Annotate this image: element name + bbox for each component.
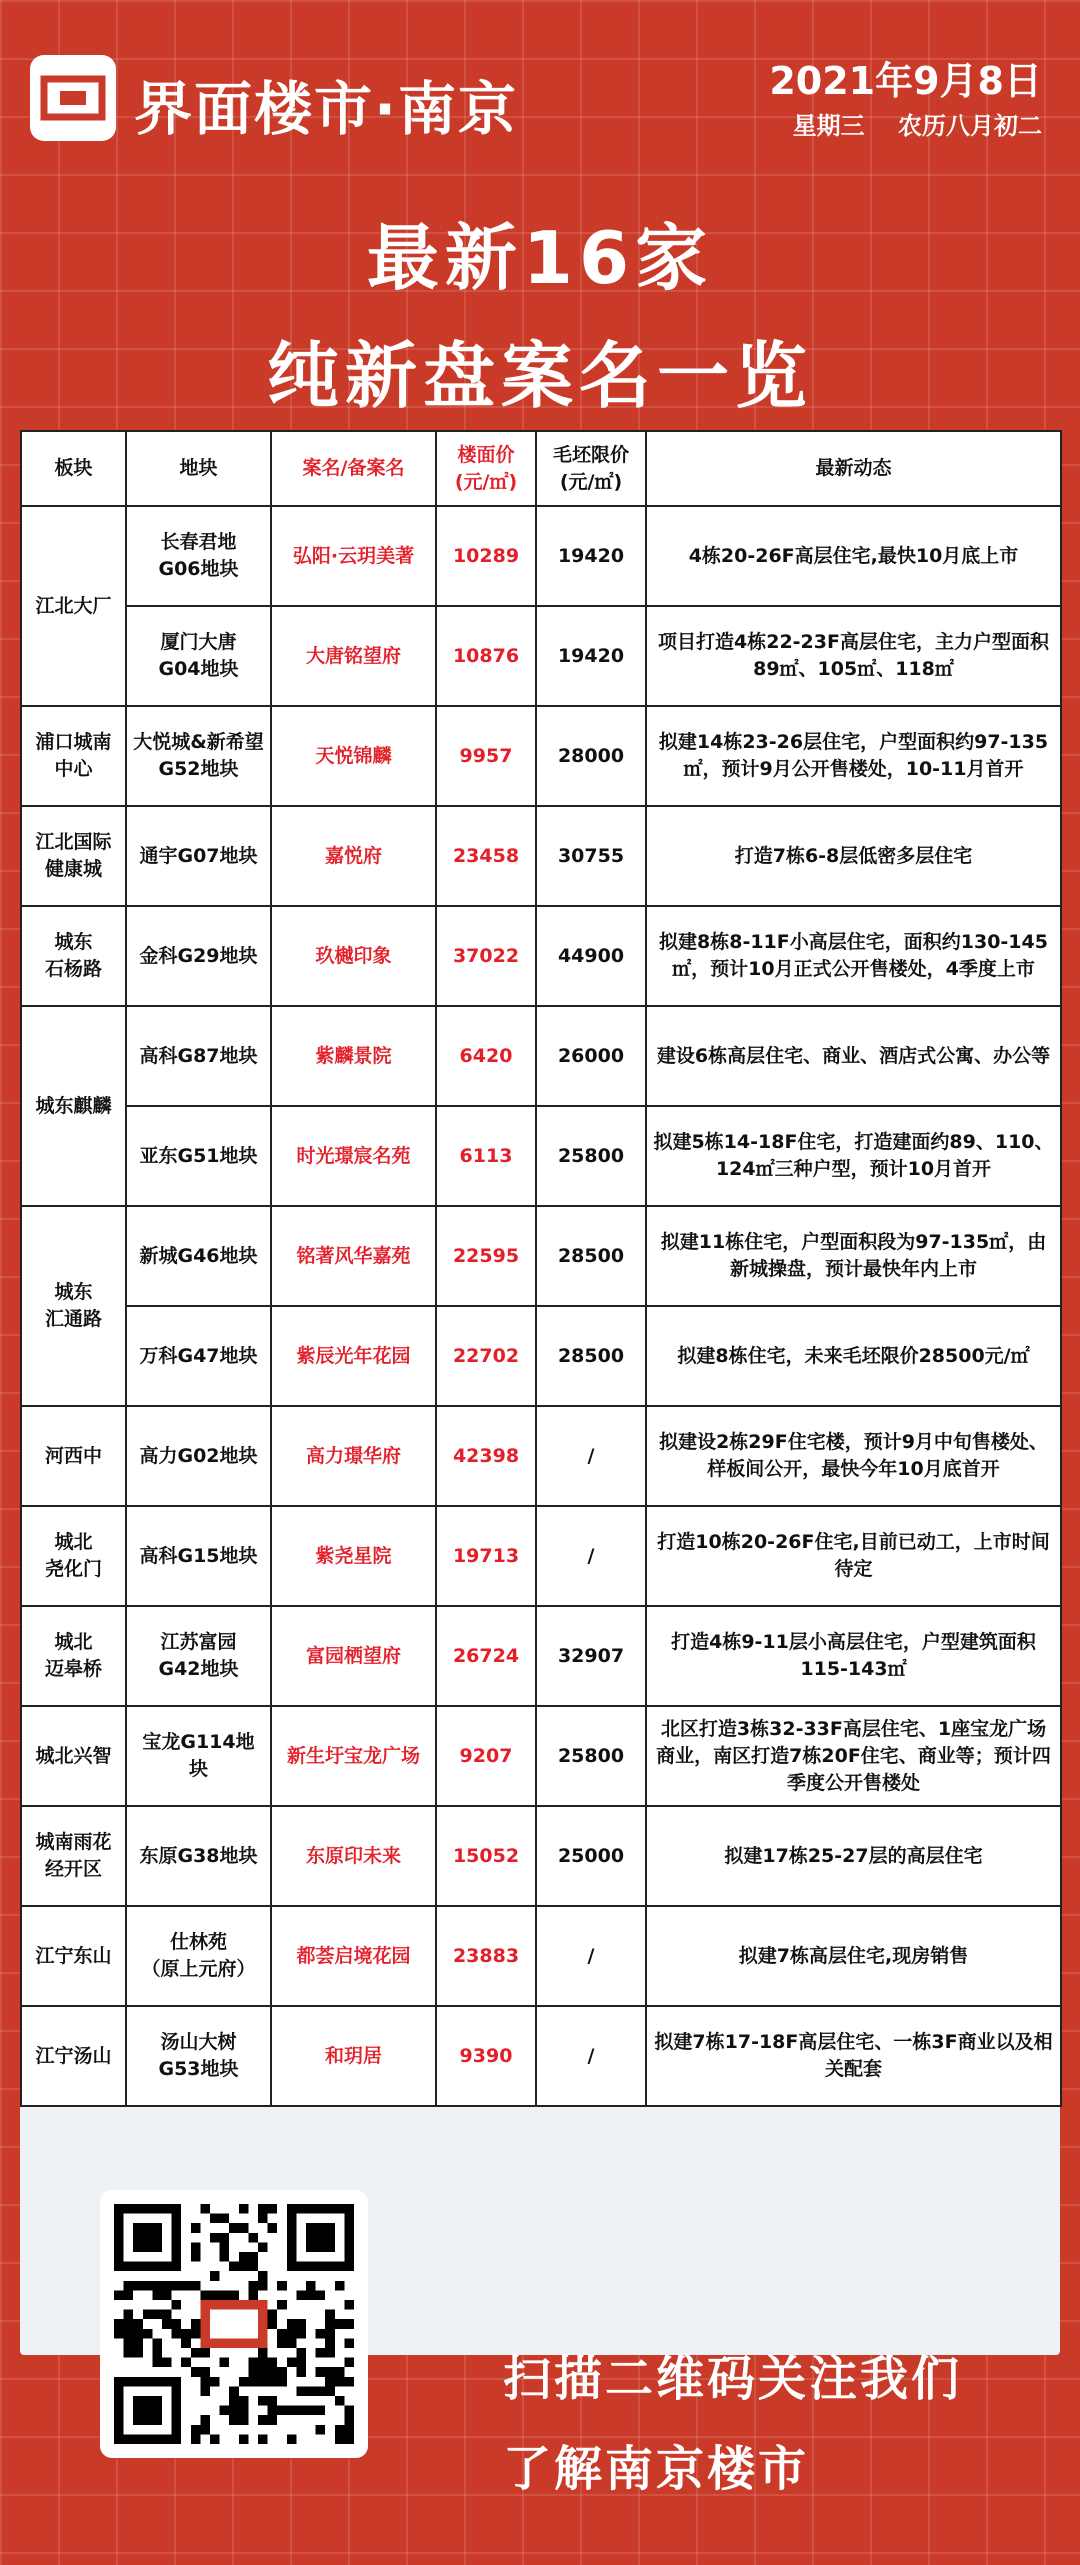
table-row [21,1706,1061,1806]
news-cell: 拟建7栋17-18F高层住宅、一栋3F商业以及相关配套 [646,2006,1061,2106]
header-news: 最新动态 [646,431,1061,506]
table-panel [20,430,1060,2355]
page-title-line2: 纯新盘案名一览 [266,334,813,418]
header-floor-price-label: 楼面价 [457,443,515,466]
qr-code-icon [114,2204,354,2444]
limit-price-cell: 32907 [536,1606,646,1706]
table-row [21,606,1061,706]
area-cell: 江宁汤山 [21,2006,126,2106]
limit-price-cell: / [536,1906,646,2006]
floor-price-cell: 23883 [436,1906,536,2006]
limit-price-cell: 19420 [536,606,646,706]
news-cell: 打造4栋9-11层小高层住宅，户型建筑面积115-143㎡ [646,1606,1061,1706]
table-header-row [21,431,1061,506]
brand-logo [30,55,116,141]
plot-cell: 宝龙G114地块 [126,1706,271,1806]
area-cell: 江宁东山 [21,1906,126,2006]
news-cell: 4栋20-26F高层住宅,最快10月底上市 [646,506,1061,606]
header-name: 案名/备案名 [271,431,436,506]
page-title-line1: 最新16家 [366,216,714,300]
project-name-cell: 东原印未来 [271,1806,436,1906]
plot-cell: 汤山大树 G53地块 [126,2006,271,2106]
weekday-text: 星期三 [792,112,865,140]
area-cell: 城东 汇通路 [21,1206,126,1406]
table-row [21,906,1061,1006]
table-row [21,706,1061,806]
floor-price-cell: 19713 [436,1506,536,1606]
news-cell: 拟建11栋住宅，户型面积段为97-135㎡，由新城操盘，预计最快年内上市 [646,1206,1061,1306]
subdate [793,106,1042,141]
area-cell: 城东麒麟 [21,1006,126,1206]
table-row [21,1906,1061,2006]
plot-cell: 金科G29地块 [126,906,271,1006]
project-name-cell: 铭著风华嘉苑 [271,1206,436,1306]
header-limit-price-label: 毛坯限价 [552,443,629,466]
area-cell: 浦口城南 中心 [21,706,126,806]
plot-cell: 亚东G51地块 [126,1106,271,1206]
limit-price-cell: 28500 [536,1206,646,1306]
table-row [21,806,1061,906]
area-cell: 江北国际 健康城 [21,806,126,906]
area-cell: 江北大厂 [21,506,126,706]
plot-cell: 高科G15地块 [126,1506,271,1606]
cta-line2: 了解南京楼市 [503,2441,810,2497]
news-cell: 拟建设2栋29F住宅楼，预计9月中旬售楼处、样板间公开，最快今年10月底首开 [646,1406,1061,1506]
table-row [21,1006,1061,1106]
lunar-date-text: 农历八月初二 [898,112,1042,140]
table-row [21,1406,1061,1506]
project-name-cell: 高力璟华府 [271,1406,436,1506]
table-row [21,1506,1061,1606]
plot-cell: 高科G87地块 [126,1006,271,1106]
plot-cell: 高力G02地块 [126,1406,271,1506]
project-name-cell: 天悦锦麟 [271,706,436,806]
header-limit-price [536,431,646,506]
floor-price-cell: 42398 [436,1406,536,1506]
header [0,0,1080,165]
limit-price-cell: 30755 [536,806,646,906]
table-row [21,1306,1061,1406]
table-row [21,1206,1061,1306]
floor-price-cell: 9207 [436,1706,536,1806]
plot-cell: 仕林苑 （原上元府） [126,1906,271,2006]
floor-price-cell: 22702 [436,1306,536,1406]
plot-cell: 通宇G07地块 [126,806,271,906]
plot-cell: 江苏富园 G42地块 [126,1606,271,1706]
header-plot: 地块 [126,431,271,506]
qr-code-frame [100,2190,368,2458]
limit-price-cell: 25800 [536,1106,646,1206]
project-name-cell: 嘉悦府 [271,806,436,906]
table-row [21,1606,1061,1706]
plot-cell: 新城G46地块 [126,1206,271,1306]
floor-price-cell: 9957 [436,706,536,806]
news-cell: 北区打造3栋32-33F高层住宅、1座宝龙广场商业，南区打造7栋20F住宅、商业等；预计四季度公开售楼处 [646,1706,1061,1806]
project-name-cell: 紫辰光年花园 [271,1306,436,1406]
plot-cell: 万科G47地块 [126,1306,271,1406]
limit-price-cell: 26000 [536,1006,646,1106]
area-cell: 城南雨花 经开区 [21,1806,126,1906]
area-cell: 城北 尧化门 [21,1506,126,1606]
limit-price-cell: / [536,2006,646,2106]
project-name-cell: 紫尧星院 [271,1506,436,1606]
limit-price-cell: / [536,1406,646,1506]
project-name-cell: 弘阳·云玥美著 [271,506,436,606]
logo-icon [30,55,116,141]
floor-price-cell: 10876 [436,606,536,706]
table-row [21,1106,1061,1206]
area-cell: 城北兴智 [21,1706,126,1806]
plot-cell: 厦门大唐 G04地块 [126,606,271,706]
project-name-cell: 和玥居 [271,2006,436,2106]
news-cell: 拟建8栋住宅，未来毛坯限价28500元/㎡ [646,1306,1061,1406]
floor-price-cell: 37022 [436,906,536,1006]
project-name-cell: 时光璟宸名苑 [271,1106,436,1206]
area-cell: 城北 迈皋桥 [21,1606,126,1706]
news-cell: 拟建7栋高层住宅,现房销售 [646,1906,1061,2006]
limit-price-cell: 28500 [536,1306,646,1406]
news-cell: 打造10栋20-26F住宅,目前已动工，上市时间待定 [646,1506,1061,1606]
table-row [21,2006,1061,2106]
news-cell: 建设6栋高层住宅、商业、酒店式公寓、办公等 [646,1006,1061,1106]
news-cell: 拟建8栋8-11F小高层住宅，面积约130-145㎡，预计10月正式公开售楼处，4季度上市 [646,906,1061,1006]
floor-price-cell: 23458 [436,806,536,906]
cta-line1: 扫描二维码关注我们 [503,2351,963,2407]
header-limit-price-unit: (元/㎡) [559,470,623,493]
table-body [21,506,1061,2106]
limit-price-cell: 28000 [536,706,646,806]
table-row [21,1806,1061,1906]
header-floor-price-unit: (元/㎡) [454,470,518,493]
header-floor-price [436,431,536,506]
limit-price-cell: 25800 [536,1706,646,1806]
listing-table [20,430,1062,2107]
limit-price-cell: 25000 [536,1806,646,1906]
floor-price-cell: 26724 [436,1606,536,1706]
floor-price-cell: 6113 [436,1106,536,1206]
floor-price-cell: 6420 [436,1006,536,1106]
area-cell: 城东 石杨路 [21,906,126,1006]
brand-title: 界面楼市·南京 [134,75,519,143]
limit-price-cell: 44900 [536,906,646,1006]
floor-price-cell: 22595 [436,1206,536,1306]
project-name-cell: 大唐铭望府 [271,606,436,706]
limit-price-cell: / [536,1506,646,1606]
news-cell: 打造7栋6-8层低密多层住宅 [646,806,1061,906]
floor-price-cell: 10289 [436,506,536,606]
floor-price-cell: 9390 [436,2006,536,2106]
plot-cell: 大悦城&新希望 G52地块 [126,706,271,806]
header-area: 板块 [21,431,126,506]
news-cell: 拟建14栋23-26层住宅，户型面积约97-135㎡，预计9月公开售楼处，10-11月首开 [646,706,1061,806]
news-cell: 项目打造4栋22-23F高层住宅，主力户型面积89㎡、105㎡、118㎡ [646,606,1061,706]
project-name-cell: 紫麟景院 [271,1006,436,1106]
project-name-cell: 玖樾印象 [271,906,436,1006]
table-row [21,506,1061,606]
project-name-cell: 都荟启境花园 [271,1906,436,2006]
plot-cell: 长春君地 G06地块 [126,506,271,606]
date-text: 2021年9月8日 [769,59,1042,103]
news-cell: 拟建17栋25-27层的高层住宅 [646,1806,1061,1906]
area-cell: 河西中 [21,1406,126,1506]
plot-cell: 东原G38地块 [126,1806,271,1906]
floor-price-cell: 15052 [436,1806,536,1906]
news-cell: 拟建5栋14-18F住宅，打造建面约89、110、124㎡三种户型，预计10月首开 [646,1106,1061,1206]
limit-price-cell: 19420 [536,506,646,606]
project-name-cell: 富园栖望府 [271,1606,436,1706]
project-name-cell: 新生圩宝龙广场 [271,1706,436,1806]
